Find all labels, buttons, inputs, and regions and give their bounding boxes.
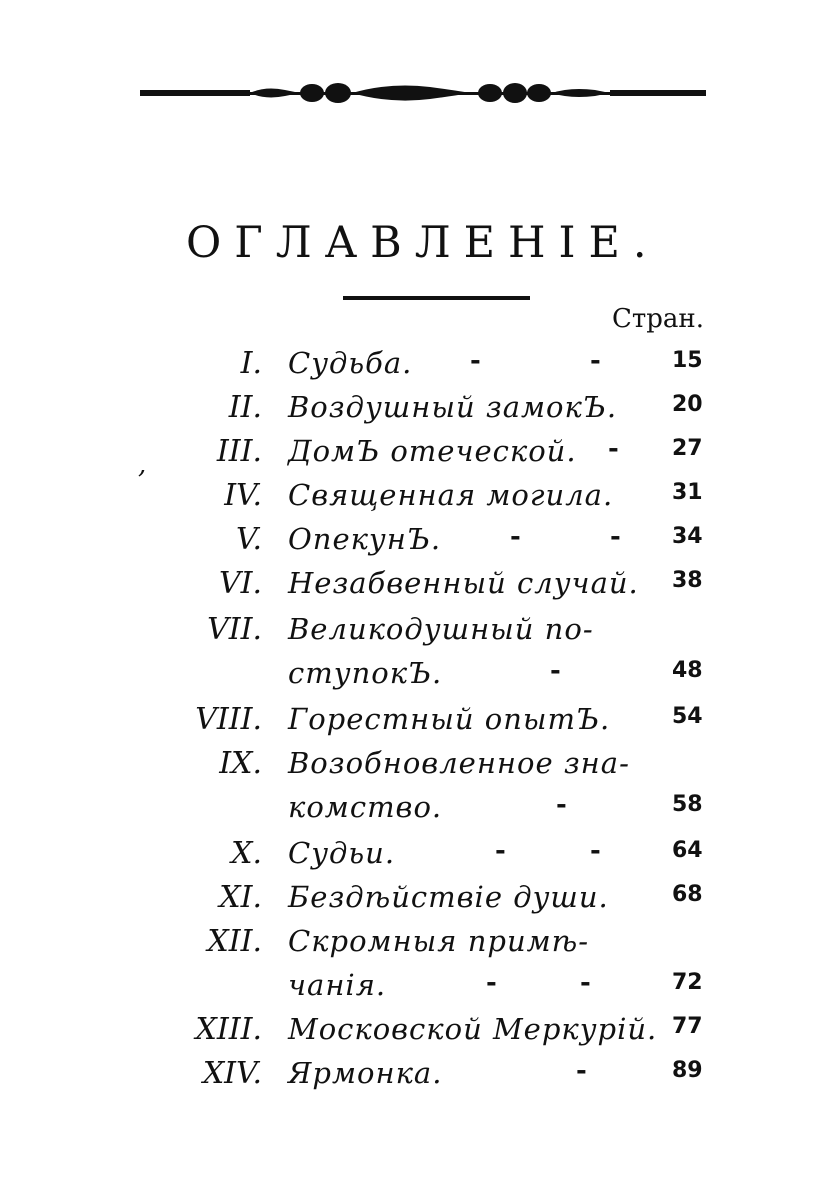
leader-dash: - xyxy=(608,434,619,464)
stray-mark: , xyxy=(138,450,147,480)
chapter-title: Судьи. xyxy=(288,836,396,870)
toc-row xyxy=(0,346,840,390)
chapter-number: VIII. xyxy=(195,702,262,737)
page-number: 34 xyxy=(672,524,703,549)
chapter-number: V. xyxy=(236,522,262,557)
toc-row xyxy=(0,566,840,610)
chapter-title: ДомЪ отеческой. xyxy=(288,434,577,468)
chapter-title: Судьба. xyxy=(288,346,413,380)
chapter-number: VII. xyxy=(207,612,262,647)
leader-dash: - xyxy=(610,522,621,552)
page-number: 77 xyxy=(672,1014,703,1039)
toc-row xyxy=(0,702,840,746)
toc-row xyxy=(0,522,840,566)
chapter-title: чанія. xyxy=(288,968,387,1002)
chapter-number: I. xyxy=(240,346,262,381)
toc-row xyxy=(0,612,840,656)
toc-row xyxy=(0,880,840,924)
chapter-title: Бездѣйствіе души. xyxy=(288,880,609,914)
decorative-ornament-bar xyxy=(140,78,706,108)
chapter-title: Возобновленное зна- xyxy=(288,746,630,780)
page-number: 54 xyxy=(672,704,703,729)
chapter-title: Священная могила. xyxy=(288,478,614,512)
page-number: 15 xyxy=(672,348,703,373)
chapter-title: Воздушный замокЪ. xyxy=(288,390,618,424)
page-title: ОГЛАВЛЕНІЕ. xyxy=(186,218,660,268)
leader-dash: - xyxy=(470,346,481,376)
toc-row xyxy=(0,656,840,700)
page-column-header: Стран. xyxy=(611,304,704,334)
toc-row xyxy=(0,434,840,478)
chapter-title: Незабвенный случай. xyxy=(288,566,639,600)
chapter-title: Московской Меркурій. xyxy=(288,1012,658,1046)
chapter-number: XI. xyxy=(219,880,262,915)
leader-dash: - xyxy=(486,968,497,998)
toc-row xyxy=(0,968,840,1012)
leader-dash: - xyxy=(556,790,567,820)
chapter-number: XIV. xyxy=(202,1056,262,1091)
page-number: 20 xyxy=(672,392,703,417)
leader-dash: - xyxy=(590,836,601,866)
chapter-title: Великодушный по- xyxy=(288,612,594,646)
page-number: 48 xyxy=(672,658,703,683)
toc-row xyxy=(0,390,840,434)
page-number: 27 xyxy=(672,436,703,461)
title-underline xyxy=(343,296,530,300)
page-number: 64 xyxy=(672,838,703,863)
page-number: 72 xyxy=(672,970,703,995)
toc-row xyxy=(0,790,840,834)
toc-row xyxy=(0,746,840,790)
chapter-number: III. xyxy=(216,434,262,469)
chapter-number: II. xyxy=(228,390,262,425)
leader-dash: - xyxy=(550,656,561,686)
chapter-title: ОпекунЪ. xyxy=(288,522,442,556)
page-number: 89 xyxy=(672,1058,703,1083)
leader-dash: - xyxy=(590,346,601,376)
chapter-number: VI. xyxy=(218,566,262,601)
toc-row xyxy=(0,1012,840,1056)
leader-dash: - xyxy=(580,968,591,998)
page-number: 38 xyxy=(672,568,703,593)
page-number: 68 xyxy=(672,882,703,907)
chapter-title: комство. xyxy=(288,790,443,824)
chapter-title: Горестный опытЪ. xyxy=(288,702,611,736)
chapter-number: IV. xyxy=(224,478,262,513)
chapter-number: IX. xyxy=(219,746,262,781)
chapter-title: Скромныя примѣ- xyxy=(288,924,590,958)
page-number: 58 xyxy=(672,792,703,817)
chapter-number: XIII. xyxy=(195,1012,262,1047)
toc-row xyxy=(0,1056,840,1100)
toc-row xyxy=(0,478,840,522)
leader-dash: - xyxy=(576,1056,587,1086)
page-number: 31 xyxy=(672,480,703,505)
chapter-title: ступокЪ. xyxy=(288,656,443,690)
chapter-number: X. xyxy=(231,836,262,871)
toc-row xyxy=(0,924,840,968)
chapter-title: Ярмонка. xyxy=(288,1056,443,1090)
leader-dash: - xyxy=(495,836,506,866)
chapter-number: XII. xyxy=(207,924,262,959)
toc-row xyxy=(0,836,840,880)
leader-dash: - xyxy=(510,522,521,552)
